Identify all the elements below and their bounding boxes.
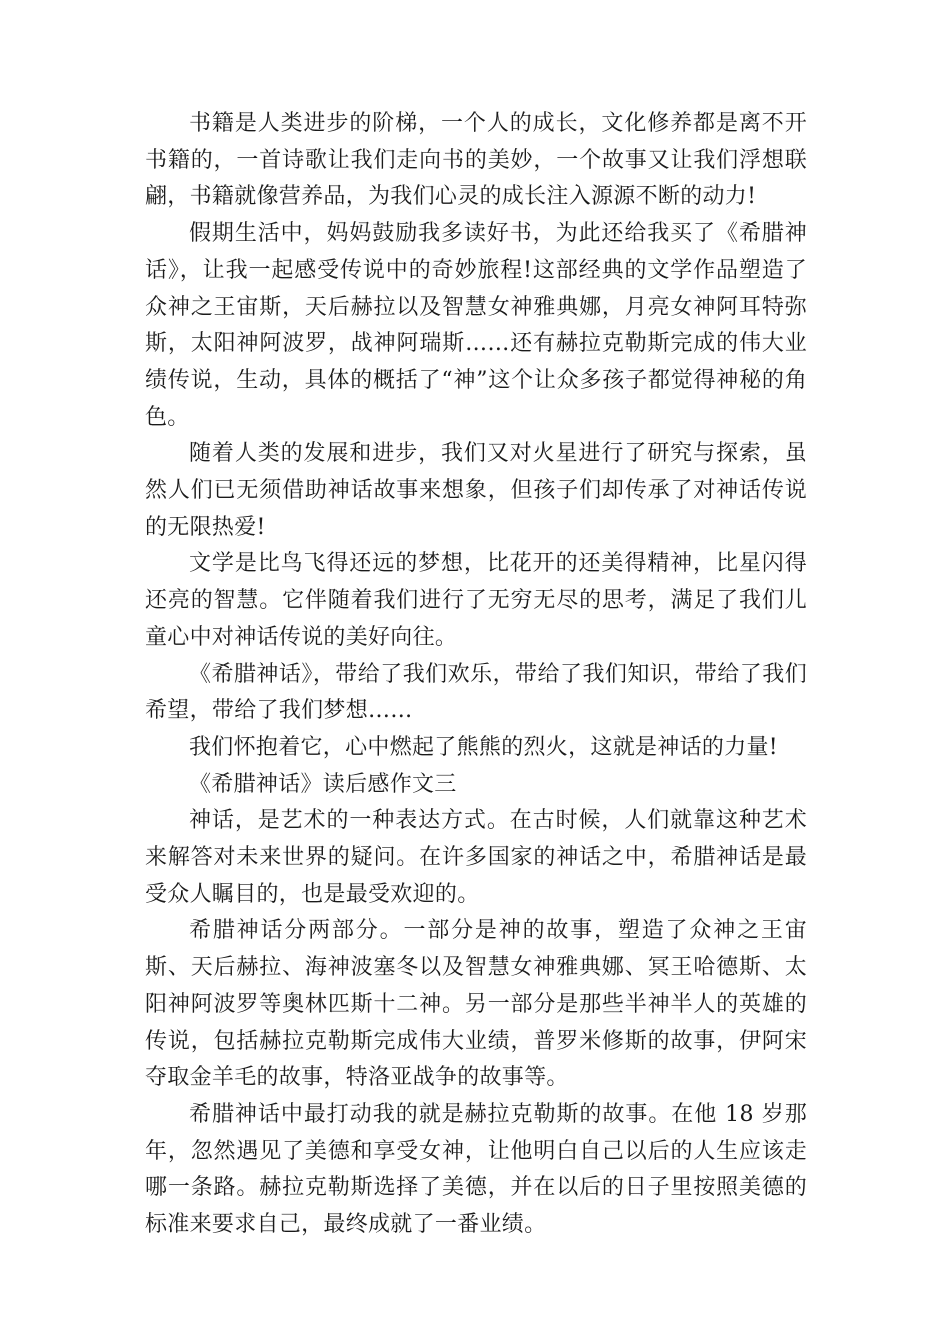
document-page <box>145 106 807 1244</box>
paragraph-8: 希腊神话分两部分。一部分是神的故事，塑造了众神之王宙斯、天后赫拉、海神波塞冬以及智慧女神雅典娜、冥王哈德斯、太阳神阿波罗等奥林匹斯十二神。另一部分是那些半神半人的英雄的传说，包括赫拉克勒斯完成伟大业绩，普罗米修斯的故事，伊阿宋夺取金羊毛的故事，特洛亚战争的故事等。 <box>145 918 807 1091</box>
paragraph-9: 希腊神话中最打动我的就是赫拉克勒斯的故事。在他 18 岁那年，忽然遇见了美德和享受女神，让他明白自己以后的人生应该走哪一条路。赫拉克勒斯选择了美德，并在以后的日子里按照美德的标准来要求自己，最终成就了一番业绩。 <box>145 1101 807 1238</box>
paragraph-5: 《希腊神话》，带给了我们欢乐，带给了我们知识，带给了我们希望，带给了我们梦想…… <box>145 661 807 724</box>
section-heading: 《希腊神话》读后感作文三 <box>189 771 457 797</box>
paragraph-3: 随着人类的发展和进步，我们又对火星进行了研究与探索，虽然人们已无须借助神话故事来想象，但孩子们却传承了对神话传说的无限热爱! <box>145 441 807 540</box>
paragraph-2: 假期生活中，妈妈鼓励我多读好书，为此还给我买了《希腊神话》，让我一起感受传说中的奇妙旅程!这部经典的文学作品塑造了众神之王宙斯，天后赫拉以及智慧女神雅典娜，月亮女神阿耳特弥斯，太阳神阿波罗，战神阿瑞斯……还有赫拉克勒斯完成的伟大业绩传说，生动，具体的概括了“神”这个让众多孩子都觉得神秘的角色。 <box>145 221 807 430</box>
paragraph-7: 神话，是艺术的一种表达方式。在古时候，人们就靠这种艺术来解答对未来世界的疑问。在许多国家的神话之中，希腊神话是最受众人瞩目的，也是最受欢迎的。 <box>145 808 807 907</box>
paragraph-6: 我们怀抱着它，心中燃起了熊熊的烈火，这就是神话的力量! <box>189 734 778 760</box>
paragraph-1: 书籍是人类进步的阶梯，一个人的成长，文化修养都是离不开书籍的，一首诗歌让我们走向书的美妙，一个故事又让我们浮想联翩，书籍就像营养品，为我们心灵的成长注入源源不断的动力! <box>145 111 807 210</box>
paragraph-4: 文学是比鸟飞得还远的梦想，比花开的还美得精神，比星闪得还亮的智慧。它伴随着我们进行了无穷无尽的思考，满足了我们儿童心中对神话传说的美好向往。 <box>145 551 807 650</box>
